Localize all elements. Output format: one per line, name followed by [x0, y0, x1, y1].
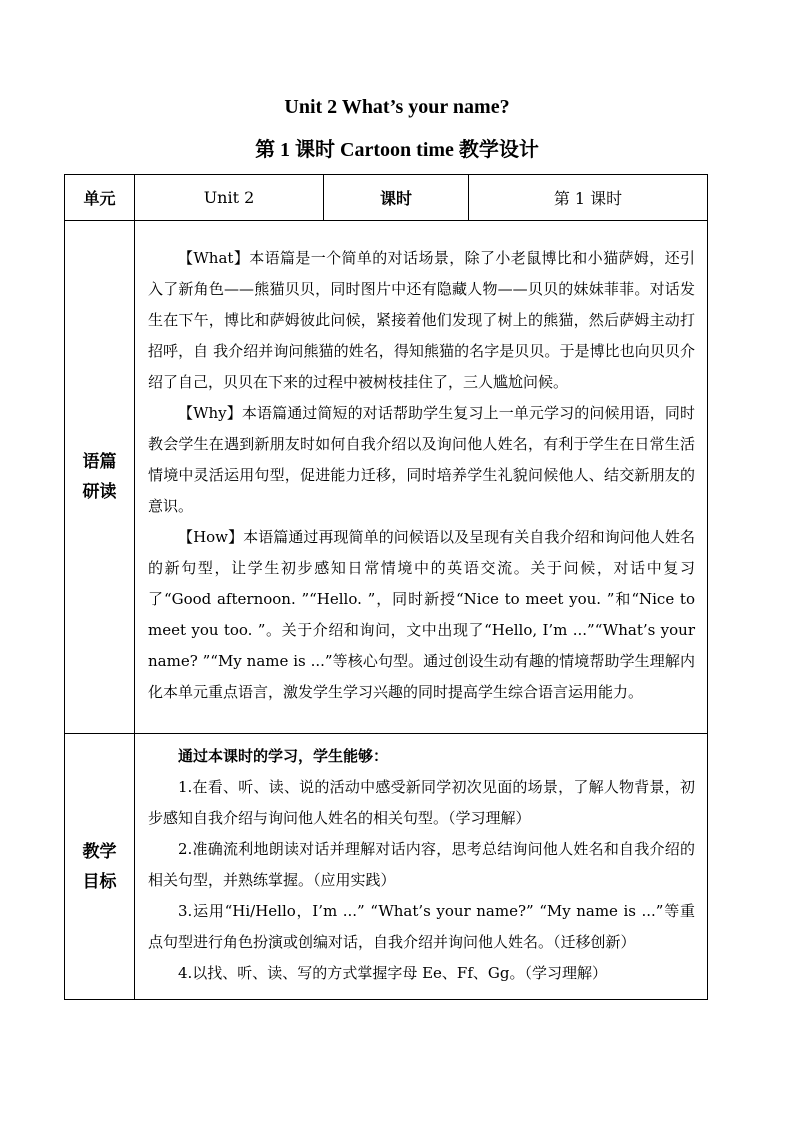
analysis-row — [65, 221, 708, 734]
goal-item: 2.准确流利地朗读对话并理解对话内容，思考总结询问他人姓名和自我介绍的相关句型，并熟练掌握。（应用实践） — [148, 839, 695, 889]
lesson-value: 第 1 课时 — [469, 175, 708, 221]
lesson-plan-table — [64, 174, 708, 1000]
goals-intro: 通过本课时的学习，学生能够： — [178, 746, 389, 765]
goal-item: 4.以找、听、读、写的方式掌握字母 Ee、Ff、Gg。（学习理解） — [178, 963, 607, 982]
analysis-label: 语篇研读 — [82, 452, 117, 502]
goals-row — [65, 734, 708, 1000]
unit-label: 单元 — [65, 175, 135, 221]
goal-item: 1.在看、听、读、说的活动中感受新同学初次见面的场景，了解人物背景，初步感知自我介绍与询问他人姓名的相关句型。（学习理解） — [148, 777, 695, 827]
page-subtitle: 第 1 课时 Cartoon time 教学设计 — [255, 139, 539, 161]
what-paragraph: 【What】本语篇是一个简单的对话场景，除了小老鼠博比和小猫萨姆，还引入了新角色——熊猫贝贝，同时图片中还有隐藏人物——贝贝的妹妹菲菲。对话发生在下午，博比和萨姆彼此问候，紧接着他们发现了树上的熊猫，然后萨姆主动打招呼，自 我介绍并询问熊猫的姓名，得知熊猫的名字是贝贝。于是博比也向贝贝介绍了自己，贝贝在下来的过程中被树枝挂住了，三人尴尬问候。 — [148, 248, 695, 391]
how-paragraph: 【How】本语篇通过再现简单的问候语以及呈现有关自我介绍和询问他人姓名的新句型，让学生初步感知日常情境中的英语交流。关于问候，对话中复习了“Good afternoon. ”“Hello. ”，同时新授“Nice to meet you. ”和“Nice to meet you too. ”。关于介绍和询问，文中出现了“Hello, I’m ...”“What’s your name? ”“My name is ...”等核心句型。通过创设生动有趣的情境帮助学生理解内化本单元重点语言，激发学生学习兴趣的同时提高学生综合语言运用能力。 — [148, 527, 695, 701]
analysis-content — [135, 221, 708, 734]
lesson-label: 课时 — [324, 175, 469, 221]
page-title: Unit 2 What’s your name? — [284, 96, 510, 118]
goals-content — [135, 734, 708, 1000]
why-paragraph: 【Why】本语篇通过简短的对话帮助学生复习上一单元学习的问候用语，同时教会学生在遇到新朋友时如何自我介绍以及询问他人姓名，有利于学生在日常生活情境中灵活运用句型，促进能力迁移，同时培养学生礼貌问候他人、结交新朋友的意识。 — [148, 403, 695, 515]
unit-row — [65, 175, 708, 221]
goal-item: 3.运用“Hi/Hello，I’m ...” “What’s your name?” “My name is ...”等重点句型进行角色扮演或创编对话，自我介绍并询问他人姓名。（迁移创新） — [148, 901, 695, 951]
unit-value: Unit 2 — [135, 175, 324, 221]
goals-label: 教学目标 — [82, 841, 117, 892]
